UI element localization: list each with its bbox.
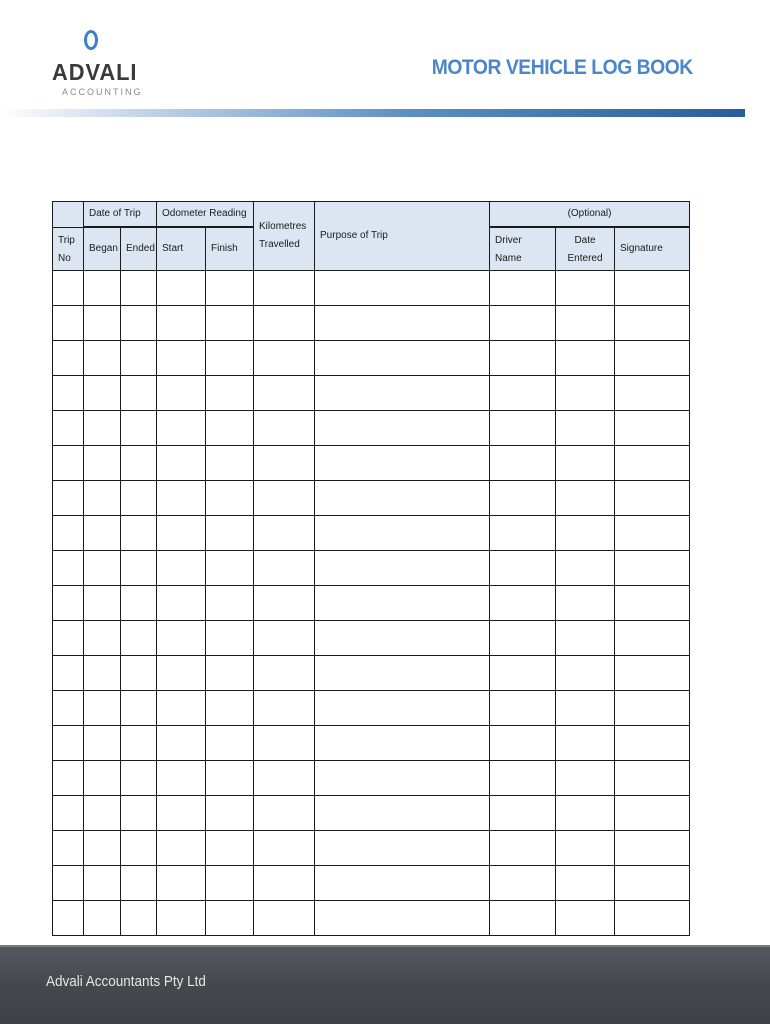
start-cell[interactable] xyxy=(157,726,206,761)
date-entered-cell[interactable] xyxy=(556,656,615,691)
date-entered-cell[interactable] xyxy=(556,586,615,621)
driver-name-cell[interactable] xyxy=(490,271,556,306)
trip-no-cell[interactable] xyxy=(53,621,84,656)
purpose-cell[interactable] xyxy=(315,726,490,761)
signature-cell[interactable] xyxy=(615,726,690,761)
table-row xyxy=(53,446,690,481)
driver-name-cell[interactable] xyxy=(490,831,556,866)
table-row xyxy=(53,376,690,411)
driver-name-cell[interactable] xyxy=(490,656,556,691)
driver-name-cell[interactable] xyxy=(490,901,556,936)
finish-cell[interactable] xyxy=(206,621,254,656)
date-entered-cell[interactable] xyxy=(556,621,615,656)
table-row xyxy=(53,586,690,621)
driver-name-cell[interactable] xyxy=(490,411,556,446)
kilometres-travelled-header: Kilometres Travelled xyxy=(254,202,315,271)
signature-cell[interactable] xyxy=(615,831,690,866)
began-cell[interactable] xyxy=(84,481,121,516)
finish-cell[interactable] xyxy=(206,481,254,516)
kilometres-cell[interactable] xyxy=(254,656,315,691)
date-entered-cell[interactable] xyxy=(556,831,615,866)
start-cell[interactable] xyxy=(157,901,206,936)
ended-cell[interactable] xyxy=(121,831,157,866)
finish-cell[interactable] xyxy=(206,866,254,901)
page-footer xyxy=(0,945,770,1024)
ended-cell[interactable] xyxy=(121,621,157,656)
ended-cell[interactable] xyxy=(121,271,157,306)
ended-cell[interactable] xyxy=(121,761,157,796)
purpose-cell[interactable] xyxy=(315,481,490,516)
finish-cell[interactable] xyxy=(206,516,254,551)
kilometres-cell[interactable] xyxy=(254,586,315,621)
ended-cell[interactable] xyxy=(121,551,157,586)
table-row xyxy=(53,551,690,586)
start-cell[interactable] xyxy=(157,586,206,621)
began-cell[interactable] xyxy=(84,516,121,551)
purpose-cell[interactable] xyxy=(315,271,490,306)
kilometres-cell[interactable] xyxy=(254,411,315,446)
header-divider-band xyxy=(0,109,745,117)
purpose-cell[interactable] xyxy=(315,446,490,481)
table-row xyxy=(53,656,690,691)
kilometres-cell[interactable] xyxy=(254,726,315,761)
trip-no-header: Trip No xyxy=(53,227,84,271)
table-row xyxy=(53,796,690,831)
ended-cell[interactable] xyxy=(121,726,157,761)
signature-cell[interactable] xyxy=(615,516,690,551)
trip-no-cell[interactable] xyxy=(53,481,84,516)
driver-name-cell[interactable] xyxy=(490,726,556,761)
log-table xyxy=(52,201,690,936)
began-cell[interactable] xyxy=(84,411,121,446)
driver-name-cell[interactable] xyxy=(490,551,556,586)
signature-cell[interactable] xyxy=(615,306,690,341)
trip-no-cell[interactable] xyxy=(53,586,84,621)
signature-cell[interactable] xyxy=(615,691,690,726)
purpose-cell[interactable] xyxy=(315,341,490,376)
signature-header: Signature xyxy=(615,227,690,271)
table-row xyxy=(53,516,690,551)
signature-cell[interactable] xyxy=(615,586,690,621)
ended-cell[interactable] xyxy=(121,796,157,831)
ended-cell[interactable] xyxy=(121,376,157,411)
kilometres-cell[interactable] xyxy=(254,761,315,796)
kilometres-cell[interactable] xyxy=(254,551,315,586)
start-cell[interactable] xyxy=(157,411,206,446)
start-cell[interactable] xyxy=(157,761,206,796)
date-entered-cell[interactable] xyxy=(556,796,615,831)
start-cell[interactable] xyxy=(157,796,206,831)
purpose-cell[interactable] xyxy=(315,901,490,936)
purpose-cell[interactable] xyxy=(315,656,490,691)
purpose-cell[interactable] xyxy=(315,621,490,656)
ended-cell[interactable] xyxy=(121,446,157,481)
finish-cell[interactable] xyxy=(206,726,254,761)
kilometres-cell[interactable] xyxy=(254,901,315,936)
signature-cell[interactable] xyxy=(615,411,690,446)
signature-cell[interactable] xyxy=(615,481,690,516)
kilometres-cell[interactable] xyxy=(254,516,315,551)
signature-cell[interactable] xyxy=(615,551,690,586)
began-header: Began xyxy=(84,227,121,271)
finish-cell[interactable] xyxy=(206,446,254,481)
driver-name-cell[interactable] xyxy=(490,866,556,901)
document-title: MOTOR VEHICLE LOG BOOK xyxy=(431,56,693,79)
ended-header: Ended xyxy=(121,227,157,271)
signature-cell[interactable] xyxy=(615,341,690,376)
finish-cell[interactable] xyxy=(206,271,254,306)
finish-cell[interactable] xyxy=(206,796,254,831)
footer-top-line xyxy=(0,945,770,947)
trip-no-cell[interactable] xyxy=(53,516,84,551)
finish-cell[interactable] xyxy=(206,761,254,796)
kilometres-cell[interactable] xyxy=(254,271,315,306)
table-row xyxy=(53,691,690,726)
trip-no-cell[interactable] xyxy=(53,306,84,341)
ended-cell[interactable] xyxy=(121,656,157,691)
table-row xyxy=(53,341,690,376)
table-row xyxy=(53,831,690,866)
start-cell[interactable] xyxy=(157,551,206,586)
logo-ring-icon xyxy=(84,30,98,50)
kilometres-cell[interactable] xyxy=(254,341,315,376)
finish-cell[interactable] xyxy=(206,341,254,376)
began-cell[interactable] xyxy=(84,691,121,726)
driver-name-cell[interactable] xyxy=(490,376,556,411)
began-cell[interactable] xyxy=(84,761,121,796)
trip-no-cell[interactable] xyxy=(53,271,84,306)
trip-no-cell[interactable] xyxy=(53,796,84,831)
trip-no-cell[interactable] xyxy=(53,656,84,691)
ended-cell[interactable] xyxy=(121,516,157,551)
finish-cell[interactable] xyxy=(206,586,254,621)
purpose-cell[interactable] xyxy=(315,866,490,901)
date-entered-cell[interactable] xyxy=(556,691,615,726)
finish-cell[interactable] xyxy=(206,691,254,726)
finish-header: Finish xyxy=(206,227,254,271)
purpose-cell[interactable] xyxy=(315,586,490,621)
start-header: Start xyxy=(157,227,206,271)
trip-no-cell[interactable] xyxy=(53,726,84,761)
start-cell[interactable] xyxy=(157,621,206,656)
date-entered-cell[interactable] xyxy=(556,866,615,901)
driver-name-cell[interactable] xyxy=(490,446,556,481)
finish-cell[interactable] xyxy=(206,306,254,341)
driver-name-cell[interactable] xyxy=(490,516,556,551)
kilometres-cell[interactable] xyxy=(254,621,315,656)
finish-cell[interactable] xyxy=(206,656,254,691)
purpose-cell[interactable] xyxy=(315,306,490,341)
logo-wordmark: ADVALI xyxy=(52,59,138,85)
ended-cell[interactable] xyxy=(121,586,157,621)
table-row xyxy=(53,271,690,306)
start-cell[interactable] xyxy=(157,341,206,376)
trip-no-cell[interactable] xyxy=(53,691,84,726)
start-cell[interactable] xyxy=(157,376,206,411)
began-cell[interactable] xyxy=(84,446,121,481)
date-entered-cell[interactable] xyxy=(556,411,615,446)
date-entered-cell[interactable] xyxy=(556,271,615,306)
date-entered-cell[interactable] xyxy=(556,726,615,761)
trip-no-cell[interactable] xyxy=(53,446,84,481)
driver-name-cell[interactable] xyxy=(490,306,556,341)
purpose-cell[interactable] xyxy=(315,831,490,866)
began-cell[interactable] xyxy=(84,831,121,866)
ended-cell[interactable] xyxy=(121,691,157,726)
kilometres-cell[interactable] xyxy=(254,691,315,726)
kilometres-cell[interactable] xyxy=(254,866,315,901)
trip-no-cell[interactable] xyxy=(53,551,84,586)
driver-name-cell[interactable] xyxy=(490,761,556,796)
ended-cell[interactable] xyxy=(121,481,157,516)
date-entered-cell[interactable] xyxy=(556,306,615,341)
table-row xyxy=(53,726,690,761)
finish-cell[interactable] xyxy=(206,376,254,411)
began-cell[interactable] xyxy=(84,586,121,621)
purpose-cell[interactable] xyxy=(315,796,490,831)
purpose-cell[interactable] xyxy=(315,376,490,411)
table-row xyxy=(53,481,690,516)
ended-cell[interactable] xyxy=(121,411,157,446)
date-entered-cell[interactable] xyxy=(556,901,615,936)
signature-cell[interactable] xyxy=(615,761,690,796)
date-entered-cell[interactable] xyxy=(556,481,615,516)
trip-no-cell[interactable] xyxy=(53,866,84,901)
start-cell[interactable] xyxy=(157,271,206,306)
date-entered-cell[interactable] xyxy=(556,551,615,586)
footer-company-name: Advali Accountants Pty Ltd xyxy=(46,973,206,990)
signature-cell[interactable] xyxy=(615,901,690,936)
began-cell[interactable] xyxy=(84,341,121,376)
date-entered-cell[interactable] xyxy=(556,341,615,376)
start-cell[interactable] xyxy=(157,446,206,481)
ended-cell[interactable] xyxy=(121,901,157,936)
began-cell[interactable] xyxy=(84,901,121,936)
trip-no-cell[interactable] xyxy=(53,411,84,446)
purpose-cell[interactable] xyxy=(315,516,490,551)
finish-cell[interactable] xyxy=(206,411,254,446)
signature-cell[interactable] xyxy=(615,271,690,306)
signature-cell[interactable] xyxy=(615,446,690,481)
trip-no-cell[interactable] xyxy=(53,831,84,866)
began-cell[interactable] xyxy=(84,656,121,691)
kilometres-cell[interactable] xyxy=(254,446,315,481)
ended-cell[interactable] xyxy=(121,866,157,901)
start-cell[interactable] xyxy=(157,306,206,341)
start-cell[interactable] xyxy=(157,691,206,726)
start-cell[interactable] xyxy=(157,481,206,516)
began-cell[interactable] xyxy=(84,271,121,306)
purpose-cell[interactable] xyxy=(315,691,490,726)
began-cell[interactable] xyxy=(84,621,121,656)
table-row xyxy=(53,866,690,901)
began-cell[interactable] xyxy=(84,726,121,761)
start-cell[interactable] xyxy=(157,516,206,551)
signature-cell[interactable] xyxy=(615,656,690,691)
date-entered-cell[interactable] xyxy=(556,761,615,796)
date-entered-cell[interactable] xyxy=(556,516,615,551)
purpose-of-trip-header: Purpose of Trip xyxy=(315,202,490,271)
date-of-trip-header: Date of Trip xyxy=(84,202,157,228)
date-entered-header: Date Entered xyxy=(556,227,615,271)
company-logo xyxy=(50,30,143,100)
date-entered-cell[interactable] xyxy=(556,376,615,411)
began-cell[interactable] xyxy=(84,866,121,901)
finish-cell[interactable] xyxy=(206,831,254,866)
finish-cell[interactable] xyxy=(206,901,254,936)
kilometres-cell[interactable] xyxy=(254,376,315,411)
table-row xyxy=(53,901,690,936)
driver-name-header: Driver Name xyxy=(490,227,556,271)
kilometres-cell[interactable] xyxy=(254,831,315,866)
ended-cell[interactable] xyxy=(121,341,157,376)
kilometres-cell[interactable] xyxy=(254,306,315,341)
signature-cell[interactable] xyxy=(615,866,690,901)
finish-cell[interactable] xyxy=(206,551,254,586)
kilometres-cell[interactable] xyxy=(254,796,315,831)
optional-header: (Optional) xyxy=(490,202,690,228)
driver-name-cell[interactable] xyxy=(490,691,556,726)
trip-no-cell[interactable] xyxy=(53,376,84,411)
signature-cell[interactable] xyxy=(615,621,690,656)
logo-subtitle: ACCOUNTING xyxy=(62,87,143,97)
trip-no-cell[interactable] xyxy=(53,341,84,376)
driver-name-cell[interactable] xyxy=(490,796,556,831)
table-row xyxy=(53,411,690,446)
trip-no-cell[interactable] xyxy=(53,761,84,796)
trip-no-cell[interactable] xyxy=(53,901,84,936)
trip-no-top-cell xyxy=(53,202,84,228)
kilometres-cell[interactable] xyxy=(254,481,315,516)
began-cell[interactable] xyxy=(84,796,121,831)
driver-name-cell[interactable] xyxy=(490,341,556,376)
date-entered-cell[interactable] xyxy=(556,446,615,481)
began-cell[interactable] xyxy=(84,551,121,586)
purpose-cell[interactable] xyxy=(315,761,490,796)
signature-cell[interactable] xyxy=(615,376,690,411)
driver-name-cell[interactable] xyxy=(490,481,556,516)
start-cell[interactable] xyxy=(157,866,206,901)
ended-cell[interactable] xyxy=(121,306,157,341)
signature-cell[interactable] xyxy=(615,796,690,831)
purpose-cell[interactable] xyxy=(315,551,490,586)
driver-name-cell[interactable] xyxy=(490,586,556,621)
table-row xyxy=(53,761,690,796)
start-cell[interactable] xyxy=(157,831,206,866)
began-cell[interactable] xyxy=(84,306,121,341)
table-row xyxy=(53,621,690,656)
start-cell[interactable] xyxy=(157,656,206,691)
driver-name-cell[interactable] xyxy=(490,621,556,656)
purpose-cell[interactable] xyxy=(315,411,490,446)
odometer-reading-header: Odometer Reading xyxy=(157,202,254,228)
table-row xyxy=(53,306,690,341)
log-table-body xyxy=(53,271,690,936)
began-cell[interactable] xyxy=(84,376,121,411)
